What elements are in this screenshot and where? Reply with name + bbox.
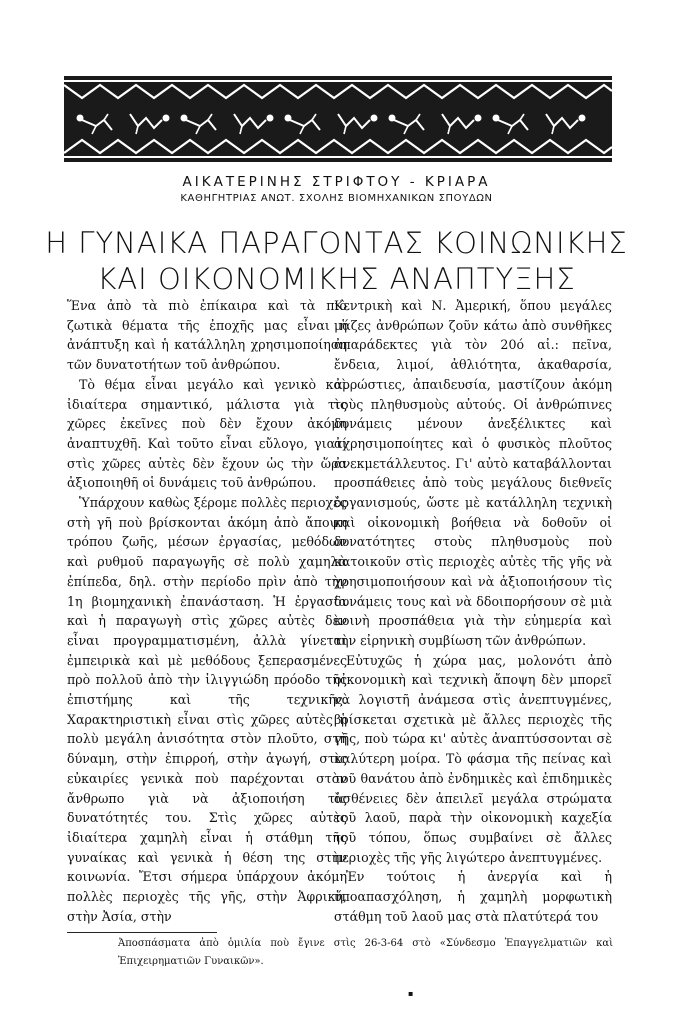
meander-frieze-icon	[64, 76, 612, 162]
author-affiliation: ΚΑΘΗΓΗΤΡΙΑΣ ΑΝΩΤ. ΣΧΟΛΗΣ ΒΙΟΜΗΧΑΝΙΚΩΝ ΣΠΟΥΔΩΝ	[180, 193, 493, 204]
left-column	[67, 296, 347, 927]
article-title-line-2: ΚΑΙ ΟΙΚΟΝΟΜΙΚΗΣ ΑΝΑΠΤΥΞΗΣ	[97, 262, 576, 296]
paragraph: Εὐτυχῶς ἡ χώρα μας, μολονότι ἀπὸ οἰκονομικὴ καὶ τεχνικὴ ἄποψη δὲν μπορεῖ νὰ λογιστῆ ἀνάμεσα στὶς ἀνεπτυγμένες, βρίσκεται σχετικὰ μὲ ἄλλες περιοχὲς τῆς γῆς, ποὺ τώρα κι' αὐτὲς ἀναπτύσσονται σὲ καλύτερη μοίρα. Τὸ φάσμα τῆς πείνας καὶ τοῦ θανάτου ἀπὸ ἐνδημικὲς καὶ ἐπιδημικὲς ἀσθένειες δὲν ἀπειλεῖ μεγάλα στρώματα τοῦ λαοῦ, παρὰ τὴν οἰκονομικὴ καχεξία τοῦ τόπου, ὅπως συμβαίνει σὲ ἄλλες περιοχὲς τῆς γῆς λιγώτερο ἀνεπτυγμένες.	[334, 652, 612, 865]
footnote: Ἀποσπάσματα ἀπὸ ὁμιλία ποὺ ἔγινε στὶς 26-3-64 στὸ «Σύνδεσμο Ἐπαγγελματιῶν καὶ Ἐπιχειρηματιῶν Γυναικῶν».	[118, 938, 613, 967]
paragraph: Τὸ θέμα εἶναι μεγάλο καὶ γενικὸ καὶ ἰδιαίτερα σημαντικό, μάλιστα γιὰ τὶς χῶρες ἐκεῖνες ποὺ δὲν ἔχουν ἀκόμη ἀναπτυχθῆ. Καὶ τοῦτο εἶναι εὔλογο, γιατί στὶς χῶρες αὐτὲς δὲν ἔχουν ὡς τὴν ὥρα ἀξιοποιηθῆ οἱ δυνάμεις τοῦ ἀνθρώπου.	[67, 376, 347, 491]
paragraph: Ἕνα ἀπὸ τὰ πιὸ ἐπίκαιρα καὶ τὰ πιὸ ζωτικὰ θέματα τῆς ἐποχῆς μας εἶναι ἡ ἀνάπτυξη καὶ ἡ κατάλληλη χρησιμοποίηση τῶν δυνατοτήτων τοῦ ἀνθρώπου.	[67, 298, 347, 373]
author-name: ΑΙΚΑΤΕΡΙΝΗΣ ΣΤΡΙΦΤΟΥ - ΚΡΙΑΡΑ	[182, 174, 491, 190]
decorative-banner	[64, 76, 612, 162]
page-mark-icon: ▪	[408, 989, 414, 998]
paragraph: Ὑπάρχουν καθὼς ξέρομε πολλὲς περιοχὲς στὴ γῆ ποὺ βρίσκονται ἀκόμη ἀπὸ ἄποψη τρόπου ζωῆς, μέσων ἐργασίας, μεθόδων καὶ ρυθμοῦ παραγωγῆς σὲ πολὺ χαμηλὰ ἐπίπεδα, δηλ. στὴν περίοδο πρὶν ἀπὸ τὴν 1η βιομηχανικὴ ἐπανάσταση. Ἡ ἐργασία καὶ ἡ παραγωγὴ στὶς χῶρες αὐτὲς δὲν εἶναι προγραμματισμένη, ἀλλὰ γίνεται ἐμπειρικὰ καὶ μὲ μεθόδους ξεπερασμένες πρὸ πολλοῦ ἀπὸ τὴν ἰλιγγιώδη πρόοδο τῆς ἐπιστήμης καὶ τῆς τεχνικῆς. Χαρακτηριστικὴ εἶναι στὶς χῶρες αὐτὲς ἡ πολὺ μεγάλη ἀνισότητα στὸν πλοῦτο, στὴ δύναμη, στὴν ἐπιρροή, στὴν ἀγωγή, στὶς εὐκαιρίες γενικὰ ποὺ παρέχονται στὸν ἄνθρωπο γιὰ νὰ ἀξιοποιήση τὶς δυνατότητές του. Στὶς χῶρες αὐτὲς ἰδιαίτερα χαμηλὴ εἶναι ἡ στάθμη τῆς γυναίκας καὶ γενικὰ ἡ θέση της στὴν κοινωνία. Ἔτσι σήμερα ὑπάρχουν ἀκόμη πολλὲς περιοχὲς τῆς γῆς, στὴν Ἀφρική, στὴν Ἀσία, στὴν	[67, 495, 347, 924]
paragraph: Ἐν τούτοις ἡ ἀνεργία καὶ ἡ ὑποαπασχόληση, ἡ χαμηλὴ μορφωτικὴ στάθμη τοῦ λαοῦ μας στὰ πλατύτερά του	[334, 869, 612, 924]
footnote-divider	[67, 932, 217, 933]
right-column	[334, 296, 612, 927]
article-title-line-1: Η ΓΥΝΑΙΚΑ ΠΑΡΑΓΟΝΤΑΣ ΚΟΙΝΩΝΙΚΗΣ	[45, 226, 628, 260]
paragraph: Κεντρικὴ καὶ Ν. Ἀμερική, ὅπου μεγάλες μάζες ἀνθρώπων ζοῦν κάτω ἀπὸ συνθῆκες ἀπαράδεκτες γιὰ τὸν 20ό αἰ.: πεῖνα, ἔνδεια, λιμοί, ἀθλιότητα, ἀκαθαρσία, ἀρρώστιες, ἀπαιδευσία, μαστίζουν ἀκόμη τοὺς πληθυσμοὺς αὐτούς. Οἱ ἀνθρώπινες δυνάμεις μένουν ἀνεξέλικτες καὶ ἀχρησιμοποίητες καὶ ὁ φυσικὸς πλοῦτος ἀνεκμετάλλευτος. Γι' αὐτὸ καταβάλλονται προσπάθειες ἀπὸ τοὺς μεγάλους διεθνεῖς ὀργανισμούς, ὥστε μὲ κατάλληλη τεχνικὴ καὶ οἰκονομικὴ βοήθεια νὰ δοθοῦν οἱ δυνατότητες στοὺς πληθυσμοὺς ποὺ κατοικοῦν στὶς περιοχὲς αὐτὲς τῆς γῆς νὰ χρησιμοποιήσουν καὶ νὰ ἀξιοποιήσουν τὶς δυνάμεις τους καὶ νὰ δδοιπορήσουν σὲ μιὰ κοινὴ προσπάθεια γιὰ τὴν εὐημερία καὶ τὴν εἰρηνικὴ συμβίωση τῶν ἀνθρώπων.	[334, 298, 612, 648]
